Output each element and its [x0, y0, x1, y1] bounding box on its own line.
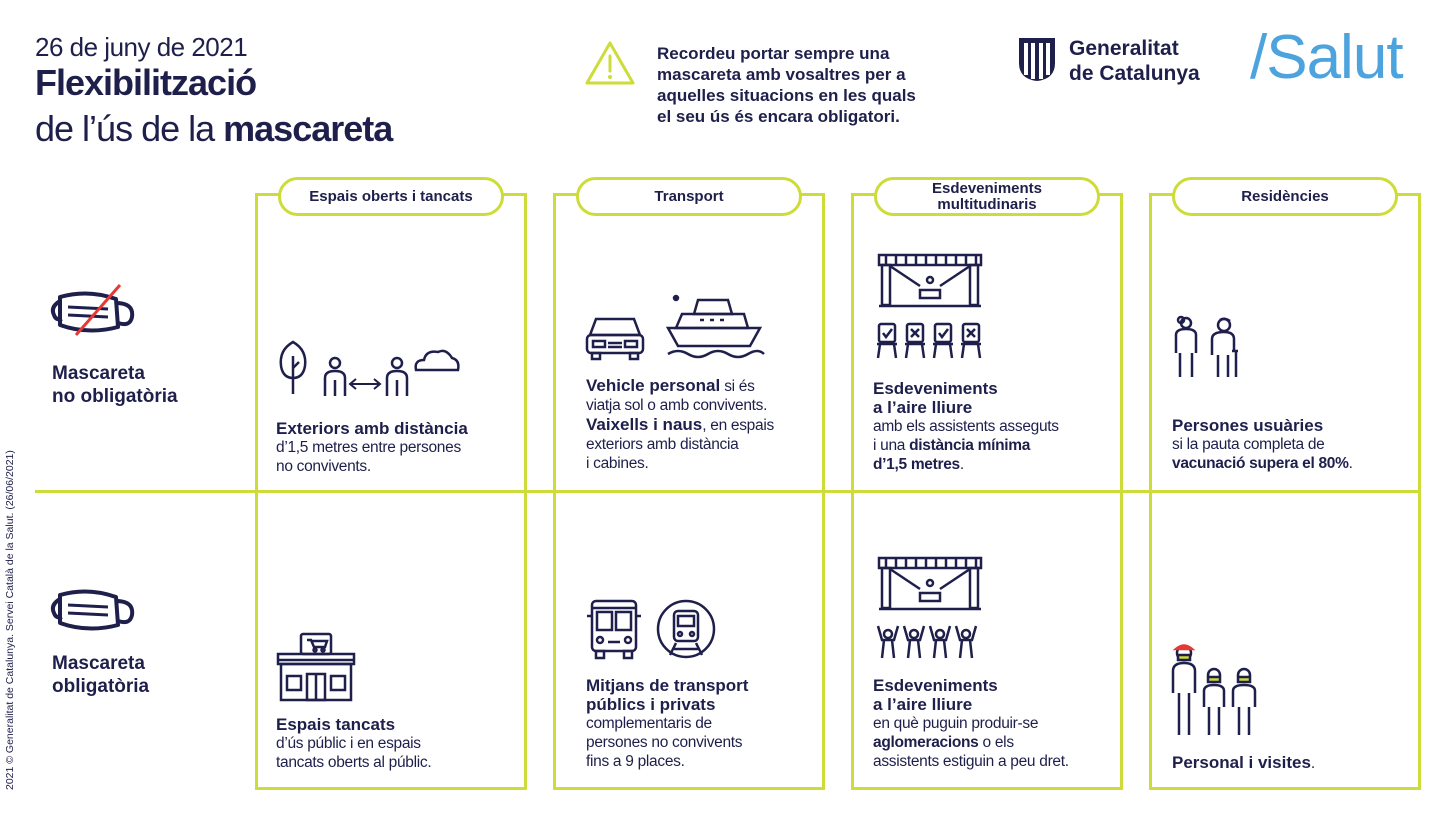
cell-text-inline: . [1348, 455, 1353, 472]
cell-line: amb els assistents asseguts [873, 418, 1059, 435]
person-icon [384, 356, 410, 401]
cell-transport-obligatoria [586, 676, 821, 771]
cell-heading: Esdeveniments [873, 676, 998, 695]
ship-icon [664, 292, 764, 367]
reminder-line: aquelles situacions en les quals [657, 86, 916, 105]
generalitat-logo-icon [1016, 35, 1058, 88]
bus-icon [584, 598, 644, 667]
cell-line: en què puguin produir-se [873, 715, 1039, 732]
cell-text-inline: i una [873, 437, 910, 454]
column-header-label: Transport [654, 187, 724, 205]
salut-brand: /Salut [1250, 23, 1403, 92]
cell-line: complementaris de [586, 715, 712, 732]
cell-heading: Exteriors amb distància [276, 419, 468, 438]
shop-icon [275, 632, 357, 709]
cell-heading: públics i privats [586, 695, 716, 714]
cell-line: d’ús públic i en espais [276, 735, 421, 752]
cell-line: d’1,5 metres entre persones [276, 439, 461, 456]
column-header-label: Espais oberts i tancats [309, 187, 473, 205]
cell-bold-inline: vacunació supera el 80% [1172, 455, 1349, 472]
cell-line: i cabines. [586, 455, 649, 472]
stage-icon [876, 555, 984, 618]
column-header-residencies [1172, 177, 1398, 216]
car-icon [584, 313, 646, 366]
cell-text-inline: o els [978, 734, 1014, 751]
cell-transport-no-obligatoria [586, 376, 821, 473]
reminder-text [657, 43, 967, 127]
cell-line: persones no convivents [586, 734, 743, 751]
cell-heading: Espais tancats [276, 715, 396, 734]
cell-heading: Vehicle personal [586, 376, 721, 395]
person-icon [322, 356, 348, 401]
cell-heading: Esdeveniments [873, 379, 998, 398]
reminder-line: Recordeu portar sempre una [657, 44, 890, 63]
page-subtitle [35, 108, 392, 150]
copyright-note: 2021 © Generalitat de Catalunya. Servei Català de la Salut. (26/06/2021) [4, 450, 16, 790]
stage-icon [876, 252, 984, 315]
mask-icon [48, 585, 138, 645]
org-line: de Catalunya [1069, 62, 1200, 85]
tree-icon [275, 340, 311, 401]
row-label-line: Mascareta [52, 363, 145, 384]
column-header-esdeveniments [874, 177, 1100, 216]
cell-text-inline: si és [720, 378, 755, 395]
cell-heading: Persones usuàries [1172, 416, 1324, 435]
cell-espais-obligatoria [276, 715, 516, 772]
column-header-label: Residències [1241, 187, 1329, 205]
row-label-obligatoria [52, 652, 149, 698]
cell-line: si la pauta completa de [1172, 436, 1325, 453]
column-header-espais [278, 177, 504, 216]
cell-line: viatja sol o amb convivents. [586, 397, 768, 414]
cell-heading: Personal i visites [1172, 753, 1311, 772]
reminder-line: el seu ús és encara obligatori. [657, 107, 900, 126]
cell-heading: a l’aire lliure [873, 398, 973, 417]
cell-bold-inline: d’1,5 metres [873, 456, 960, 473]
chair-icon [876, 322, 986, 365]
elderly-couple-icon [1170, 315, 1242, 384]
distance-arrow-icon [348, 377, 382, 395]
cell-line: assistents estiguin a peu dret. [873, 753, 1069, 770]
cloud-icon [412, 346, 460, 377]
train-icon [655, 598, 717, 665]
cell-bold-inline: distància mínima [909, 437, 1031, 454]
cell-line: exteriors amb distància [586, 436, 739, 453]
cell-residencies-no-obligatoria [1172, 416, 1412, 473]
mask-crossed-icon [48, 283, 138, 348]
crowd-icon [876, 622, 980, 667]
warning-icon [584, 40, 636, 91]
cell-line: no convivents. [276, 458, 371, 475]
subtitle-prefix: de l’ús de la [35, 108, 224, 149]
subtitle-bold: mascareta [223, 108, 393, 149]
cell-espais-no-obligatoria [276, 419, 516, 476]
masked-staff-icon [1170, 643, 1260, 742]
cell-text-inline: . [959, 456, 964, 473]
cell-residencies-obligatoria [1172, 753, 1412, 773]
date: 26 de juny de 2021 [35, 32, 248, 62]
cell-esdeveniments-obligatoria [873, 676, 1118, 771]
row-divider [35, 490, 1421, 493]
cell-heading: a l’aire lliure [873, 695, 973, 714]
cell-esdeveniments-no-obligatoria [873, 379, 1113, 474]
row-label-line: no obligatòria [52, 386, 178, 407]
cell-text-inline: . [1310, 755, 1315, 772]
cell-heading: Mitjans de transport [586, 676, 749, 695]
cell-line: fins a 9 places. [586, 753, 685, 770]
column-header-transport [576, 177, 802, 216]
row-label-line: obligatòria [52, 676, 150, 697]
organization-name [1069, 36, 1200, 86]
org-line: Generalitat [1069, 37, 1179, 60]
column-header-label: multitudinaris [937, 195, 1037, 213]
row-label-no-obligatoria [52, 362, 178, 408]
page-title: Flexibilització [35, 62, 257, 103]
column-header-label: Esdeveniments [931, 179, 1043, 197]
row-label-line: Mascareta [52, 653, 145, 674]
reminder-line: mascareta amb vosaltres per a [657, 65, 906, 84]
cell-text-inline: , en espais [702, 417, 774, 434]
cell-heading: Vaixells i naus [586, 415, 703, 434]
cell-bold-inline: aglomeracions [873, 734, 979, 751]
cell-line: tancats oberts al públic. [276, 754, 432, 771]
